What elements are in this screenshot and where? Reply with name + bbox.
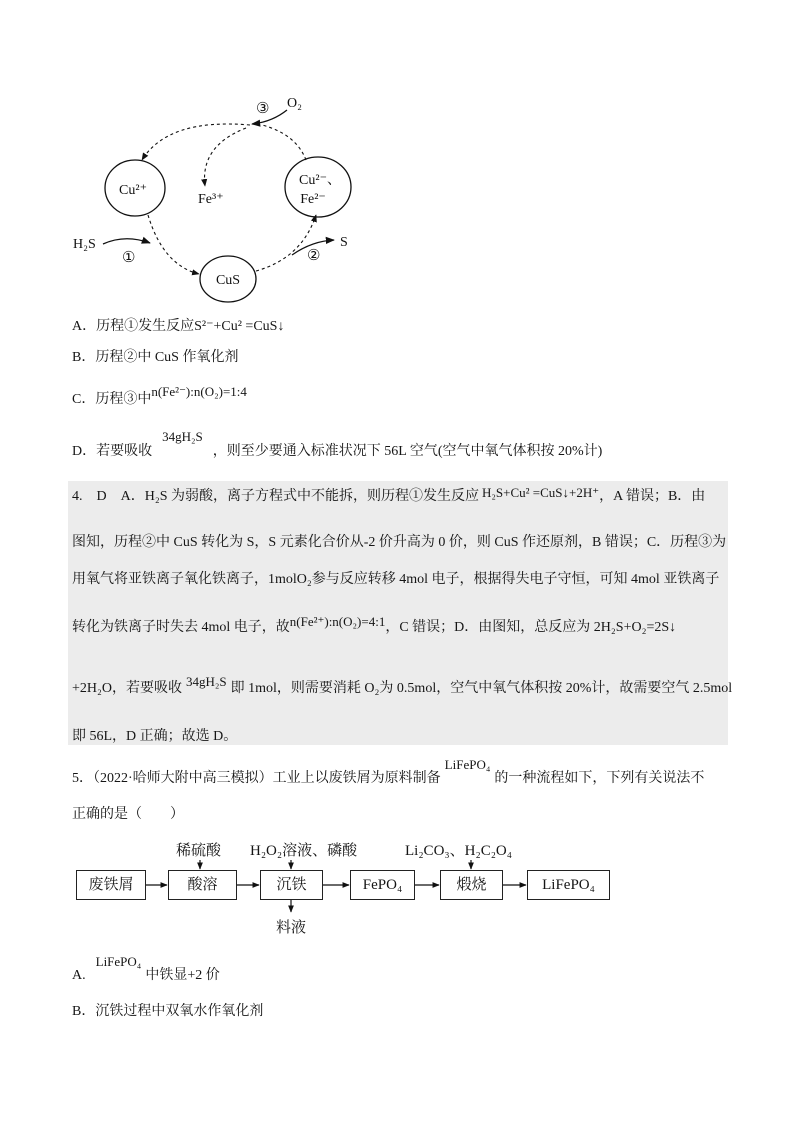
option-text: D．若要吸收 [72, 444, 153, 459]
option-label: A. [72, 968, 86, 983]
flow-arrows [0, 840, 800, 920]
q5-stem-text-after: 的一种流程如下，下列有关说法不 [494, 771, 705, 786]
cu-fe-label-line2: Fe²⁻ [300, 192, 326, 207]
answer-line-6: 即 56L，D 正确；故选 D。 [72, 729, 238, 744]
q5-stem-line-2: 正确的是（ ） [72, 807, 184, 822]
fe3-label: Fe³⁺ [198, 192, 224, 207]
option-text: B．沉铁过程中双氧水作氧化剂 [72, 1004, 264, 1019]
dashed-arrow-to-cu2 [142, 124, 250, 160]
dashed-arrow-to-fe3 [205, 128, 246, 186]
answer-text-after: 即 1mol，则需要消耗 O₂为 0.5mol，空气中氧气体积按 20%计，故需要空气 2.5mol [230, 681, 733, 696]
answer-line-3: 用氧气将亚铁离子氧化铁离子，1molO₂参与反应转移 4mol 电子，根据得失电子守恒，可知 4mol 亚铁离子 [72, 572, 720, 587]
answer-line-4 [72, 614, 677, 637]
step1-label: ① [122, 250, 136, 266]
byproduct-label-filtrate: 料液 [276, 920, 307, 936]
option-text: 中铁显+2 价 [145, 968, 220, 983]
q5-stem-line-1 [72, 757, 705, 788]
q5-stem-text: 5．（2022·哈师大附中高三模拟）工业上以废铁屑为原料制备 [72, 771, 441, 786]
flow-step-scrap-iron: 废铁屑 [76, 870, 146, 900]
flow-step-acid-dissolve: 酸溶 [168, 870, 237, 900]
o2-label: O₂ [287, 96, 302, 111]
cu2-label: Cu²⁺ [119, 183, 147, 198]
flow-step-calcination: 煅烧 [440, 870, 503, 900]
answer-text: +2H₂O，若要吸收 [72, 681, 182, 696]
answer-formula: 34gH₂S [186, 674, 227, 689]
s-label: S [340, 235, 348, 250]
q4-option-d [72, 429, 603, 461]
flow-step-fepo4: FePO₄ [350, 870, 415, 900]
reaction-cycle-diagram [0, 0, 800, 310]
cu-fe-label-line1: Cu²⁻、 [299, 173, 341, 188]
answer-formula: n(Fe²⁺):n(O₂)=4:1 [289, 614, 386, 629]
dashed-arc-from-fe2 [262, 125, 306, 160]
answer-formula: H₂S+Cu² =CuS↓+2H⁺ [482, 485, 600, 500]
answer-line-5 [72, 674, 733, 698]
option-formula: n(Fe²⁻):n(O₂)=1:4 [151, 384, 247, 399]
q5-option-a [72, 954, 220, 985]
option-text-after: ，则至少要通入标准状况下 56L 空气(空气中氧气体积按 20%计) [212, 444, 603, 459]
q5-stem-formula: LiFePO₄ [444, 757, 491, 772]
answer-explanation-box [68, 481, 728, 745]
h2s-input-arrow [103, 239, 150, 244]
reagent-label-dilute-sulfuric-acid: 稀硫酸 [176, 843, 222, 859]
answer-text: 转化为铁离子时失去 4mol 电子，故 [72, 620, 290, 635]
option-text: B．历程②中 CuS 作氧化剂 [72, 350, 239, 365]
q4-option-c [72, 384, 247, 409]
option-text: C．历程③中 [72, 392, 152, 407]
q4-option-b [72, 349, 238, 367]
dashed-arrow-to-cus [148, 215, 199, 274]
option-formula: LiFePO₄ [95, 954, 142, 969]
option-formula: 34gH₂S [162, 429, 203, 444]
answer-text-after: ，C 错误；D．由图知，总反应为 2H₂S+O₂=2S↓ [385, 620, 677, 635]
flow-step-iron-precipitation: 沉铁 [260, 870, 323, 900]
answer-text-after: ，A 错误；B．由 [599, 489, 706, 504]
answer-line-2: 图知，历程②中 CuS 转化为 S，S 元素化合价从-2 价升高为 0 价，则 CuS 作还原剂，B 错误；C．历程③为 [72, 535, 727, 550]
q4-option-a [72, 318, 284, 336]
answer-line-1 [72, 487, 705, 506]
cus-label: CuS [215, 273, 241, 288]
q5-option-b [72, 1003, 263, 1021]
flow-step-lifepo4: LiFePO₄ [527, 870, 610, 900]
answer-text: 4. D A．H₂S 为弱酸，离子方程式中不能拆，则历程①发生反应 [72, 489, 479, 504]
step2-label: ② [307, 248, 321, 264]
option-text: A．历程①发生反应 [72, 319, 195, 334]
option-formula: S²⁻+Cu² =CuS↓ [194, 319, 285, 334]
reagent-label-li2co3-h2c2o4: Li₂CO₃、H₂C₂O₄ [405, 843, 512, 859]
reagent-label-h2o2-phosphoric-acid: H₂O₂溶液、磷酸 [250, 843, 358, 859]
step3-label: ③ [256, 101, 270, 117]
h2s-label: H₂S [73, 237, 96, 252]
